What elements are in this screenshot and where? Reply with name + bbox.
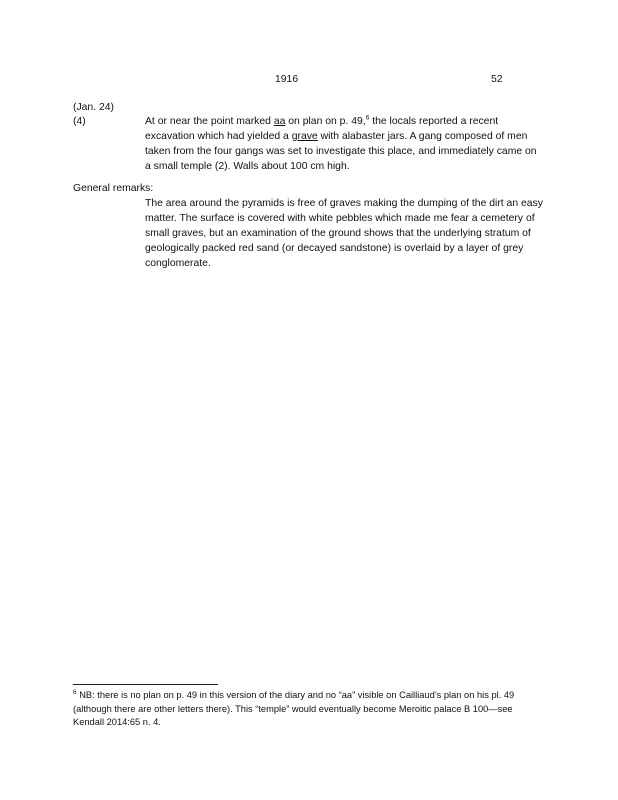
footnote-text: NB: there is no plan on p. 49 in this version of the diary and no “aa” visible on Cailliaud’s plan on his pl. 49 (although there are other letters there). This “temple” would eventually become Meroitic palace B 100—see Kendall 2014:65 n. 4. — [73, 690, 515, 727]
general-remarks-text: The area around the pyramids is free of graves making the dumping of the dirt an easy matter. The surface is covered with white pebbles which made me fear a cemetery of small graves, but an examination of the ground shows that the underlying stratum of geologically packed red sand (or decayed sandstone) is overlaid by a layer of grey conglomerate. — [145, 198, 543, 269]
entry-date: (Jan. 24) — [73, 102, 115, 113]
entry-text — [145, 114, 545, 174]
footnote — [73, 689, 543, 730]
entry-text-part: the locals reported a recent excavation which had yielded a — [145, 116, 499, 142]
entry-number: (4) — [73, 116, 86, 127]
header-year: 1916 — [275, 74, 299, 85]
entry-text-part: on plan on p. 49, — [285, 116, 366, 127]
footnote-reference[interactable]: 6 — [365, 114, 370, 122]
footnote-divider — [73, 684, 218, 685]
entry-text-part: At or near the point marked — [145, 116, 274, 127]
general-remarks-label: General remarks: — [73, 183, 154, 194]
entry-text-part: with alabaster jars. A gang composed of men taken from the four gangs was set to investigate this place, and immediately came on a small temple (2). Walls about 100 cm high. — [145, 131, 537, 172]
page-number: 52 — [491, 74, 503, 85]
footnote-marker: 6 — [73, 688, 77, 696]
underlined-aa: aa — [273, 116, 286, 127]
underlined-grave: grave — [291, 131, 318, 142]
